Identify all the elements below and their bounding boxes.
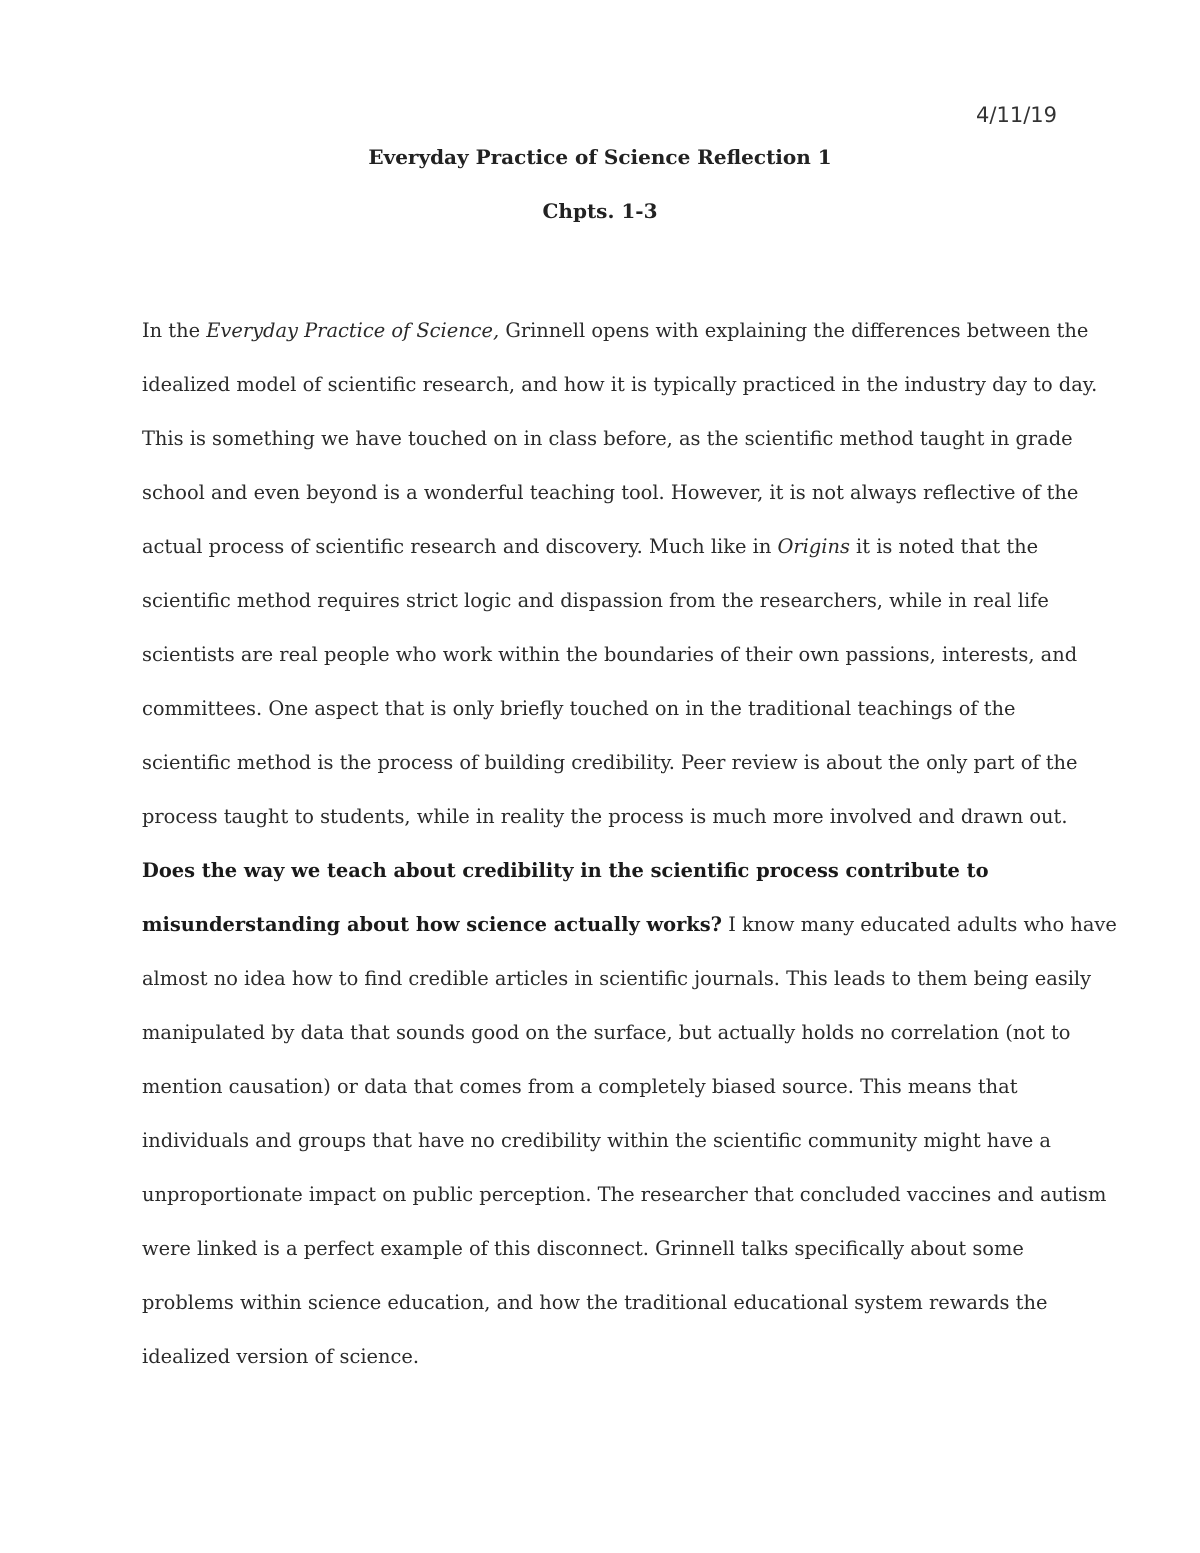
body-line: mention causation) or data that comes from a completely biased source. This means that (142, 1075, 1018, 1098)
body-paragraph (142, 304, 1117, 1384)
document-date: 4/11/19 (976, 103, 1057, 127)
body-text-span: it is noted that the (849, 535, 1039, 558)
body-line: process taught to students, while in reality the process is much more involved and drawn out. (142, 805, 1068, 828)
discussion-question: Does the way we teach about credibility in the scientific process contribute to (142, 859, 989, 882)
book-title-italic: Everyday Practice of Science, (206, 319, 500, 342)
body-line: idealized version of science. (142, 1345, 419, 1368)
body-line: were linked is a perfect example of this disconnect. Grinnell talks specifically about some (142, 1237, 1024, 1260)
body-line: idealized model of scientific research, and how it is typically practiced in the industry day to day. (142, 373, 1098, 396)
body-line: manipulated by data that sounds good on the surface, but actually holds no correlation (not to (142, 1021, 1071, 1044)
body-text-span: Grinnell opens with explaining the differences between the (499, 319, 1089, 342)
body-line: almost no idea how to find credible articles in scientific journals. This leads to them being easily (142, 967, 1092, 990)
document-title: Everyday Practice of Science Reflection 1 (368, 145, 832, 169)
discussion-question: misunderstanding about how science actually works? (142, 913, 723, 936)
body-line: individuals and groups that have no credibility within the scientific community might have a (142, 1129, 1051, 1152)
body-line: scientists are real people who work within the boundaries of their own passions, interests, and (142, 643, 1078, 666)
body-line: scientific method requires strict logic and dispassion from the researchers, while in real life (142, 589, 1049, 612)
book-title-italic: Origins (777, 535, 850, 558)
body-line: unproportionate impact on public perception. The researcher that concluded vaccines and autism (142, 1183, 1107, 1206)
body-line: school and even beyond is a wonderful teaching tool. However, it is not always reflective of the (142, 481, 1079, 504)
body-line (142, 898, 1117, 952)
body-line: problems within science education, and how the traditional educational system rewards the (142, 1291, 1048, 1314)
body-line: This is something we have touched on in class before, as the scientific method taught in grade (142, 427, 1073, 450)
body-line: scientific method is the process of building credibility. Peer review is about the only part of the (142, 751, 1078, 774)
body-line: committees. One aspect that is only briefly touched on in the traditional teachings of the (142, 697, 1016, 720)
body-text-span: I know many educated adults who have (722, 913, 1117, 936)
body-text-span: In the (142, 319, 207, 342)
document-subtitle: Chpts. 1-3 (542, 199, 658, 223)
body-text-span: actual process of scientific research and discovery. Much like in (142, 535, 778, 558)
body-line (142, 520, 1060, 574)
body-line (142, 304, 1089, 358)
